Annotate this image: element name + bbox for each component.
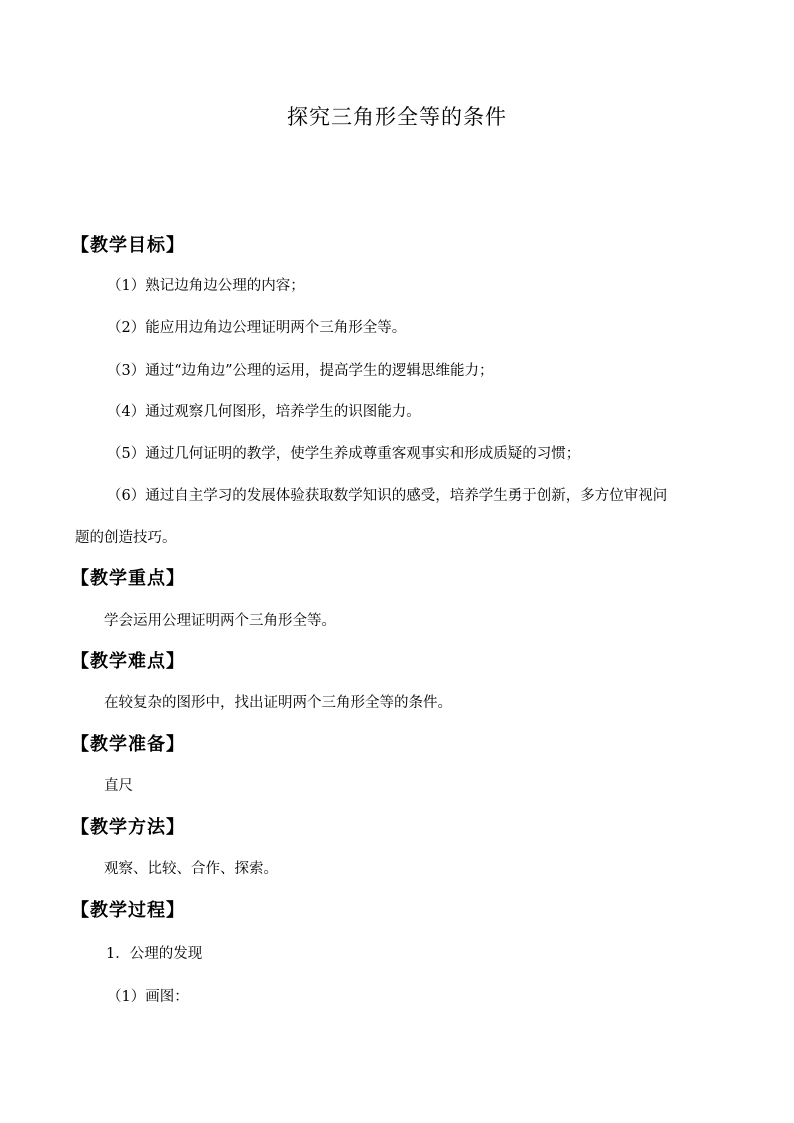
heading-process: 【教学过程】 <box>71 900 185 921</box>
goal-item-6: （6）通过自主学习的发展体验获取数学知识的感受，培养学生勇于创新，多方位审视问 <box>107 488 668 504</box>
goal-item-2: （2）能应用边角边公理证明两个三角形全等。 <box>107 320 407 336</box>
goal-item-1: （1）熟记边角边公理的内容； <box>107 278 305 294</box>
heading-teaching-goals: 【教学目标】 <box>71 235 185 256</box>
heading-difficulty: 【教学难点】 <box>71 651 185 672</box>
goal-item-4: （4）通过观察几何图形，培养学生的识图能力。 <box>107 404 421 420</box>
goal-item-5: （5）通过几何证明的教学，使学生养成尊重客观事实和形成质疑的习惯； <box>107 446 581 462</box>
key-point-text: 学会运用公理证明两个三角形全等。 <box>104 613 336 629</box>
difficulty-text: 在较复杂的图形中，找出证明两个三角形全等的条件。 <box>104 695 452 711</box>
process-step-1-sub: （1）画图： <box>107 989 189 1005</box>
heading-preparation: 【教学准备】 <box>71 734 185 755</box>
heading-method: 【教学方法】 <box>71 817 185 838</box>
document-title: 探究三角形全等的条件 <box>287 105 507 129</box>
goal-item-6-continuation: 题的创造技巧。 <box>75 530 177 546</box>
goal-item-3: （3）通过“边角边”公理的运用，提高学生的逻辑思维能力； <box>107 363 494 379</box>
method-text: 观察、比较、合作、探索。 <box>104 861 278 877</box>
heading-key-point: 【教学重点】 <box>71 568 185 589</box>
process-step-1: 1．公理的发现 <box>106 946 203 962</box>
preparation-text: 直尺 <box>104 778 133 794</box>
